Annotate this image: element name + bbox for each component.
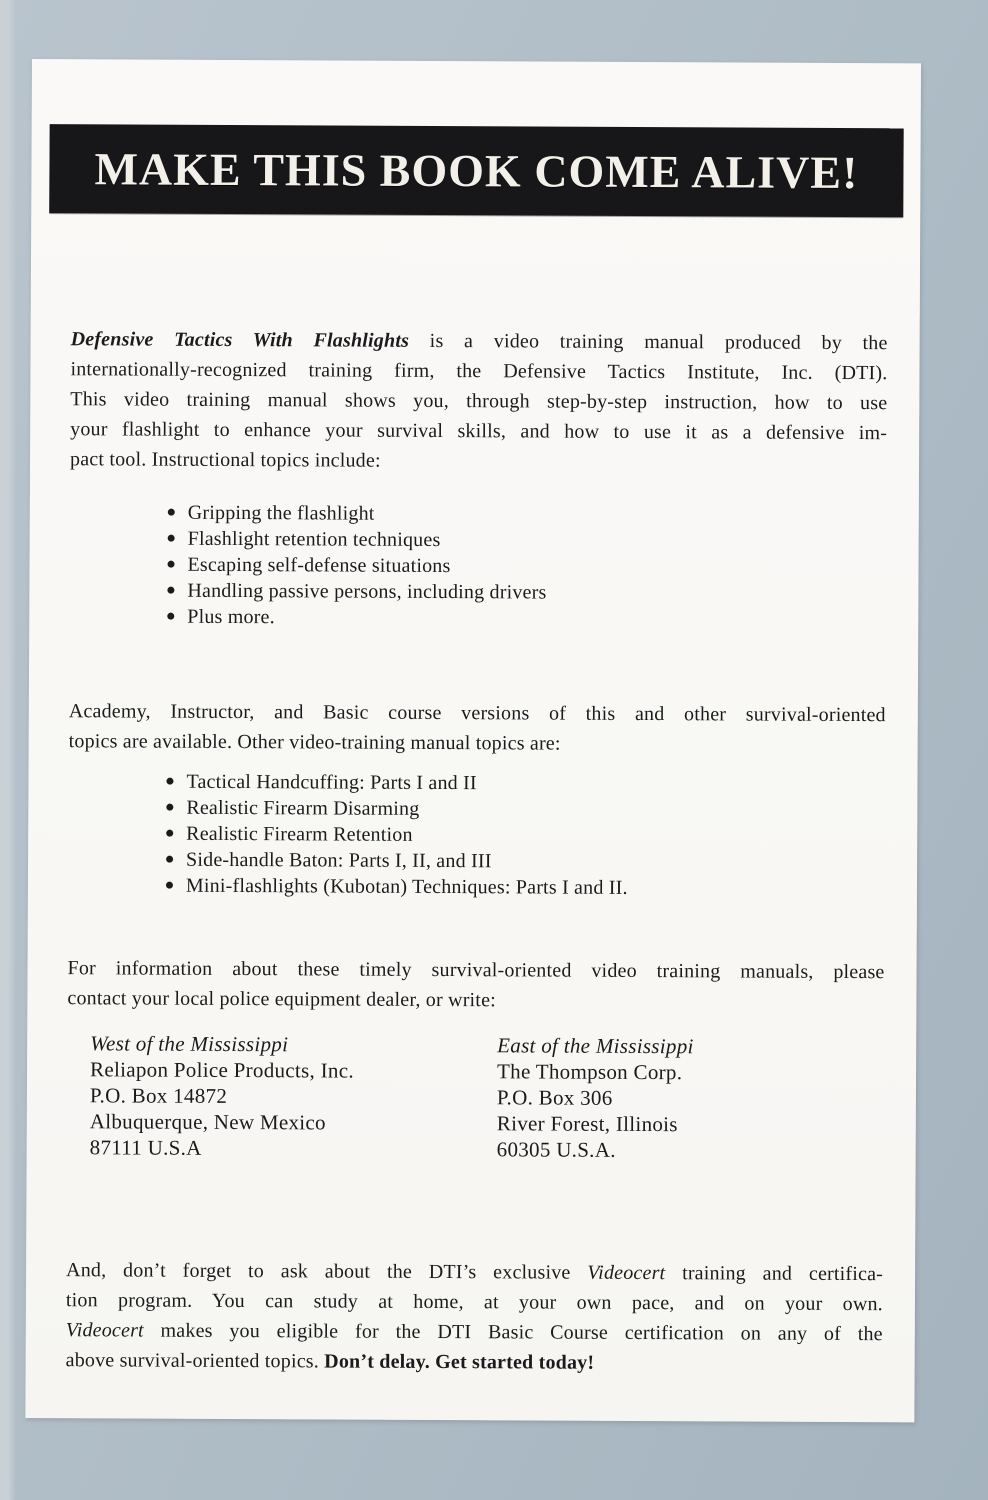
- closing-paragraph: [66, 1255, 884, 1379]
- call-to-action-text: Don’t delay. Get started today!: [324, 1350, 595, 1374]
- closing-line: [66, 1345, 883, 1379]
- bullet-icon: [166, 882, 173, 889]
- address-line: Albuquerque, New Mexico: [89, 1109, 326, 1135]
- list-item: [166, 769, 628, 797]
- headline-banner: [49, 124, 903, 217]
- manual-title-text: Defensive Tactics With Flashlights: [70, 328, 410, 352]
- closing-line-text: above survival-oriented topics.: [65, 1349, 325, 1373]
- topic-text: Gripping the flashlight: [187, 501, 375, 525]
- topic-text: Realistic Firearm Disarming: [186, 796, 420, 820]
- topic-text: Plus more.: [187, 605, 275, 629]
- closing-line-text: And, don’t forget to ask about the DTI’s exclusive: [66, 1259, 588, 1284]
- videocert-text: Videocert: [587, 1261, 666, 1285]
- region-title: West of the Mississippi: [90, 1031, 289, 1057]
- address-line: P.O. Box 14872: [89, 1083, 228, 1108]
- courses-paragraph: [69, 696, 886, 760]
- address-line: 60305 U.S.A.: [496, 1137, 616, 1162]
- bullet-icon: [166, 804, 173, 811]
- headline-text: MAKE THIS BOOK COME ALIVE!: [94, 143, 859, 199]
- bullet-icon: [168, 509, 175, 516]
- intro-line: pact tool. Instructional topics include:: [69, 448, 381, 472]
- closing-line-text: makes you eligible for the DTI Basic Course certification on any of the: [143, 1319, 883, 1346]
- topic-text: Flashlight retention techniques: [187, 527, 441, 552]
- list-item: [168, 500, 547, 528]
- list-item: [166, 873, 628, 901]
- info-paragraph: [67, 953, 884, 1017]
- closing-line: [66, 1255, 883, 1289]
- list-item: [166, 847, 628, 875]
- topic-text: Side-handle Baton: Parts I, II, and III: [186, 848, 492, 873]
- intro-paragraph: [70, 324, 888, 478]
- bullet-icon: [166, 856, 173, 863]
- list-item: [166, 795, 628, 823]
- list-item: [167, 578, 546, 606]
- other-topics-list: [166, 769, 628, 901]
- bullet-icon: [166, 830, 173, 837]
- intro-line: This video training manual shows you, through step-by-step instruction, how to use: [70, 388, 888, 415]
- book-page: [25, 59, 921, 1422]
- intro-line: your flashlight to enhance your survival skills, and how to use it as a defensive im-: [70, 418, 888, 445]
- address-line: Reliapon Police Products, Inc.: [90, 1057, 354, 1083]
- address-line: 87111 U.S.A: [89, 1135, 202, 1160]
- address-line: River Forest, Illinois: [496, 1111, 678, 1137]
- topic-text: Mini-flashlights (Kubotan) Techniques: Parts I and II.: [185, 874, 628, 899]
- flashlight-topics-list: [167, 500, 547, 632]
- intro-line-text: is a video training manual produced by the: [409, 329, 888, 355]
- list-item: [166, 821, 628, 849]
- list-item: [167, 552, 546, 580]
- topic-text: Tactical Handcuffing: Parts I and II: [186, 770, 477, 795]
- bullet-icon: [168, 535, 175, 542]
- topic-text: Realistic Firearm Retention: [186, 822, 413, 846]
- list-item: [167, 604, 546, 632]
- bullet-icon: [166, 778, 173, 785]
- list-item: [168, 526, 547, 554]
- address-west: [90, 1030, 355, 1161]
- bullet-icon: [167, 587, 174, 594]
- address-line: The Thompson Corp.: [496, 1059, 683, 1085]
- courses-line: Academy, Instructor, and Basic course versions of this and other survival-oriented: [68, 700, 886, 727]
- closing-line: [66, 1315, 883, 1349]
- address-east: [497, 1032, 694, 1163]
- info-line: For information about these timely survival-oriented video training manuals, please: [67, 957, 885, 984]
- intro-line: [71, 324, 888, 358]
- region-title: East of the Mississippi: [497, 1033, 694, 1059]
- topic-text: Handling passive persons, including drivers: [187, 579, 547, 604]
- bullet-icon: [167, 613, 174, 620]
- topic-text: Escaping self-defense situations: [187, 553, 451, 578]
- bullet-icon: [168, 561, 175, 568]
- videocert-text: Videocert: [65, 1319, 144, 1342]
- closing-line: tion program. You can study at home, at your own pace, and on your own.: [65, 1289, 883, 1316]
- courses-line: topics are available. Other video-training manual topics are:: [68, 730, 561, 755]
- intro-line: internationally-recognized training firm, the Defensive Tactics Institute, Inc. (DTI).: [70, 358, 888, 385]
- closing-line-text: training and certifica-: [665, 1262, 884, 1286]
- address-line: P.O. Box 306: [496, 1085, 613, 1110]
- info-line: contact your local police equipment dealer, or write:: [67, 987, 496, 1012]
